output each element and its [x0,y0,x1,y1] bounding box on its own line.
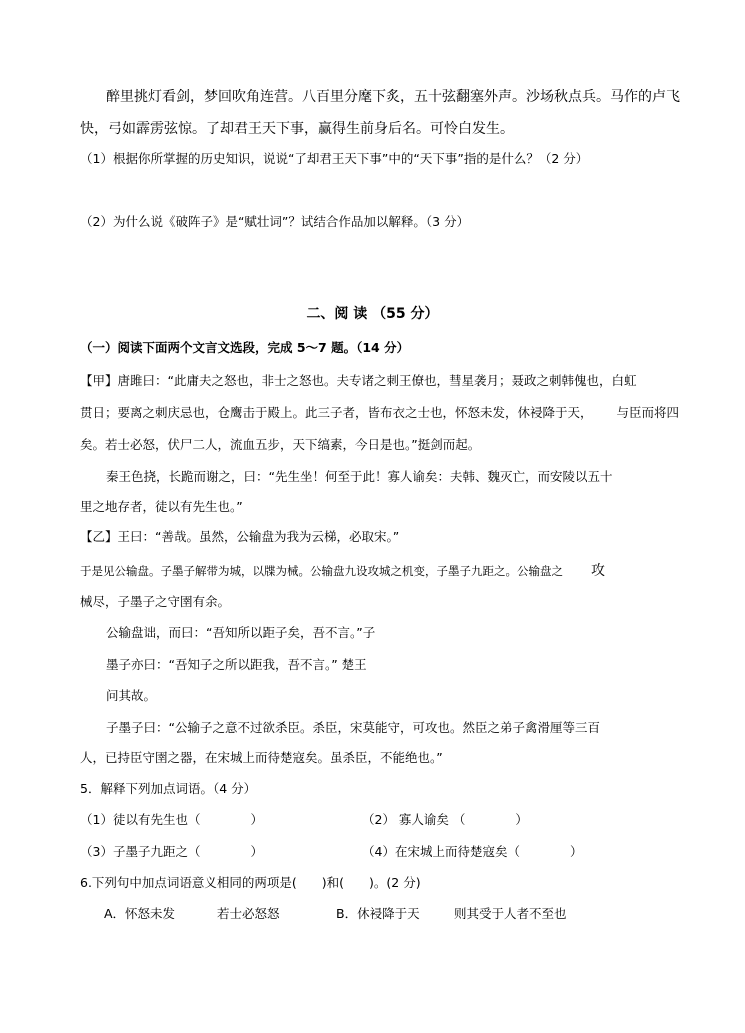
passage-jia-line-3: 矣。若士必怒，伏尸二人，流血五步，天下缟素，今日是也。”挺剑而起。 [80,437,481,452]
question-5-item-1: （1）徒以有先生也（ ） [80,812,263,827]
section-title: 二、阅 读 （55 分） [306,306,439,322]
section-subtitle: （一）阅读下面两个文言文选段，完成 5～7 题。（14 分） [80,340,410,355]
question-6-option-b2: 则其受于人者不至也 [454,906,567,921]
passage-jia-line-4: 秦王色挠，长跪而谢之，曰：“先生坐！何至于此！寡人谕矣：夫韩、魏灭亡，而安陵以五十 [106,469,613,484]
question-6-option-a2: 若士必怒怒 [217,906,280,921]
question-6-option-a1: A．怀怒未发 [104,906,176,921]
passage-yi-line-7: 子墨子曰：“公输子之意不过欲杀臣。杀臣，宋莫能守，可攻也。然臣之弟子禽滑厘等三百 [106,720,600,735]
question-5-item-3: （3）子墨子九距之（ ） [80,844,263,859]
question-6-option-b1: B．休祲降于天 [336,906,420,921]
question-5-item-2: （2） 寡人谕矣 （ ） [362,812,528,827]
poem-question-1: （1）根据你所掌握的历史知识，说说“了却君王天下事”中的“天下事”指的是什么？（2 分） [80,151,589,166]
passage-yi-line-3: 械尽，子墨子之守圉有余。 [80,594,231,609]
question-5-title: 5．解释下列加点词语。（4 分） [80,781,257,796]
passage-yi-line-8: 人，已持臣守圉之器，在宋城上而待楚寇矣。虽杀臣，不能绝也。” [80,750,443,765]
question-6-title: 6.下列句中加点词语意义相同的两项是( )和( )。(2 分) [80,875,421,890]
passage-yi-line-4: 公输盘诎，而曰：“吾知所以距子矣，吾不言。”子 [106,625,376,640]
passage-yi-line-5: 墨子亦曰：“吾知子之所以距我，吾不言。” 楚王 [106,657,367,672]
passage-jia-line-5: 里之地存者，徒以有先生也。” [80,499,243,514]
passage-yi-line-1: 【乙】王曰：“善哉。虽然，公输盘为我为云梯，必取宋。” [80,529,400,544]
passage-yi-line-6: 问其故。 [106,688,157,703]
passage-jia-line-2 [80,403,679,423]
passage-yi-line-2b: 攻 [591,563,605,579]
passage-yi-line-2a: 于是见公输盘。子墨子解带为城，以牒为械。公输盘九设攻城之机变，子墨子九距之。公输盘之 [80,564,563,578]
poem-question-2: （2）为什么说《破阵子》是“赋壮词”？试结合作品加以解释。（3 分） [80,214,470,229]
question-5-item-4: （4）在宋城上而待楚寇矣（ ） [362,844,583,859]
passage-jia-line-2a: 贯日；要离之刺庆忌也，仓鹰击于殿上。此三子者，皆布衣之士也，怀怒未发，休祲降于天， [80,405,593,420]
poem-line-2: 快，弓如霹雳弦惊。了却君王天下事，赢得生前身后名。可怜白发生。 [80,121,514,137]
poem-line-1: 醉里挑灯看剑，梦回吹角连营。八百里分麾下炙，五十弦翻塞外声。沙场秋点兵。马作的卢飞 [106,89,680,105]
passage-jia-line-1: 【甲】唐雎曰：“此庸夫之怒也，非士之怒也。夫专诸之刺王僚也，彗星袭月；聂政之刺韩傀也，白虹 [80,373,637,388]
passage-jia-line-2b: 与臣而将四 [616,405,680,420]
passage-yi-line-2 [80,561,605,581]
